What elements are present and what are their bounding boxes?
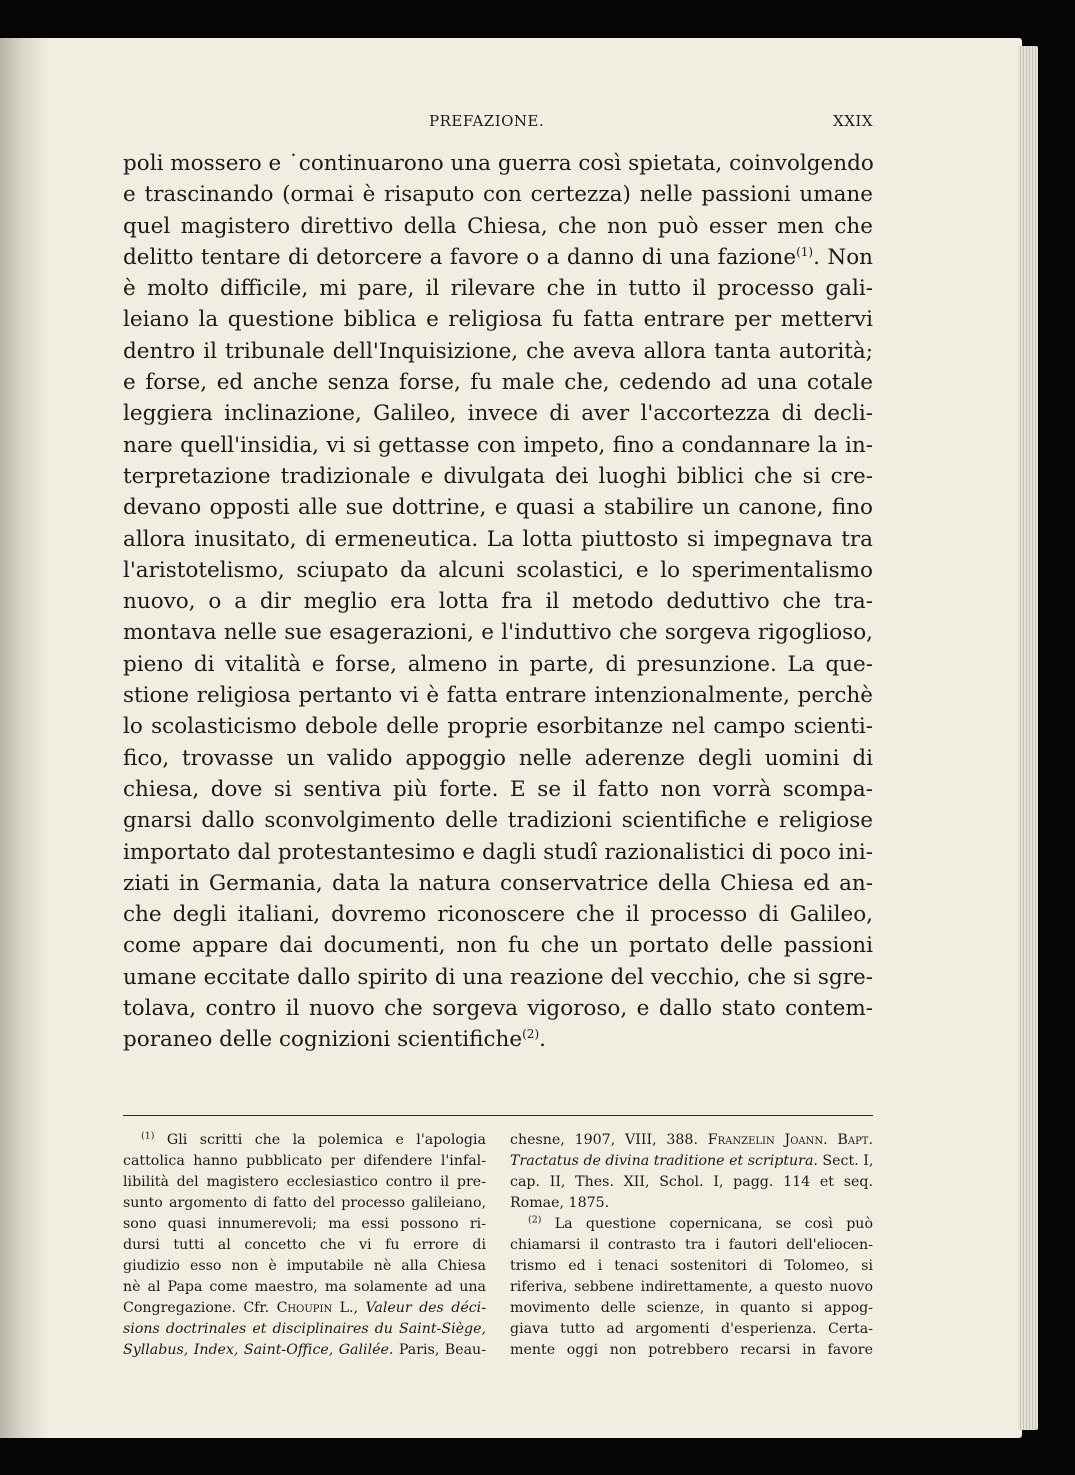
text-line: gnarsi dallo sconvolgimento delle tradizioni scientifiche e religiose [123, 808, 873, 834]
text-line: nare quell'insidia, vi si gettasse con impeto, fino a condannare la in- [123, 432, 873, 458]
text-line: che degli italiani, dovremo riconoscere che il processo di Galileo, [123, 902, 873, 928]
text-line [123, 1024, 873, 1055]
footnote-line: sono quasi innumerevoli; ma essi possono ri- [123, 1216, 486, 1232]
text-line: stione religiosa pertanto vi è fatta entrare intenzionalmente, perchè [123, 683, 873, 709]
text-line: ziati in Germania, data la natura conservatrice della Chiesa ed an- [123, 870, 873, 896]
text-segment: . Non [813, 244, 873, 270]
text-line: e forse, ed anche senza forse, fu male che, cedendo ad una cotale [123, 370, 873, 396]
text-line: come appare dai documenti, non fu che un portato delle passioni [123, 933, 873, 959]
text-line: chiesa, dove si sentiva più forte. E se il fatto non vorrà scompa- [123, 776, 873, 802]
footnote-line [510, 1130, 873, 1151]
footnote-line: cattolica hanno pubblicato per difendere l'infal- [123, 1153, 486, 1169]
text-line: allora inusitato, di ermeneutica. La lotta piuttosto si impegnava tra [123, 526, 873, 552]
footnote-line: giudizio esso non è imputabile nè alla Chiesa [123, 1258, 486, 1274]
text-line: terpretazione tradizionale e divulgata dei luoghi biblici che si cre- [123, 463, 873, 489]
footnote-line: trismo ed i tenaci sostenitori di Tolomeo, si [510, 1258, 873, 1274]
text-line: tolava, contro il nuovo che sorgeva vigoroso, e dallo stato contem- [123, 996, 873, 1022]
text-line: è molto difficile, mi pare, il rilevare che in tutto il processo gali- [123, 276, 873, 302]
text-line: leiano la questione biblica e religiosa fu fatta entrare per mettervi [123, 307, 873, 333]
text-segment: Sect. I, [817, 1153, 874, 1169]
text-line: dentro il tribunale dell'Inquisizione, che aveva allora tanta autorità; [123, 338, 873, 364]
citation-author: Franzelin Joann. Bapt. [707, 1132, 873, 1148]
text-line [123, 242, 873, 273]
footnote-mark-1: (1) [141, 1130, 155, 1142]
text-line: leggiera inclinazione, Galileo, invece di aver l'accortezza di decli- [123, 401, 873, 427]
text-line: lo scolasticismo debole delle proprie esorbitanze nel campo scienti- [123, 714, 873, 740]
text-line: devano opposti alle sue dottrine, e quasi a stabilire un canone, fino [123, 495, 873, 521]
text-segment: delitto tentare di detorcere a favore o a danno di una fazione [123, 244, 797, 270]
footnote-line [123, 1130, 486, 1151]
citation-title: Syllabus, Index, Saint-Office, Galilée. [123, 1342, 394, 1358]
running-head [123, 112, 873, 136]
text-segment: Congregazione. Cfr. [123, 1300, 277, 1316]
footnote-line [510, 1214, 873, 1235]
footnote-ref-1: (1) [796, 244, 814, 259]
footnote-column-left [123, 1130, 486, 1361]
page-edges [1018, 46, 1038, 1430]
footnote-line: Romae, 1875. [510, 1195, 610, 1211]
footnote-column-right [510, 1130, 873, 1361]
main-text [123, 148, 873, 1056]
text-line: pieno di vitalità e forse, almeno in parte, di presunzione. La que- [123, 651, 873, 677]
footnote-line: riferiva, sebbene indirettamente, a questo nuovo [510, 1279, 873, 1295]
text-segment: chesne, 1907, VIII, 388. [510, 1132, 708, 1148]
footnote-rule [123, 1115, 873, 1116]
footnote-line: giava tutto ad argomenti d'esperienza. Certa- [510, 1321, 873, 1337]
footnote-line: chiamarsi il contrasto tra i fautori dell'eliocen- [510, 1237, 873, 1253]
text-segment: La questione copernicana, se così può [554, 1216, 873, 1232]
text-line: fico, trovasse un valido appoggio nelle aderenze degli uomini di [123, 745, 873, 771]
footnote-line: movimento delle scienze, in quanto si appog- [510, 1300, 873, 1316]
footnote-line [123, 1319, 486, 1340]
text-line: importato dal protestantesimo e dagli studî razionalistici di poco ini- [123, 839, 873, 865]
text-line: e trascinando (ormai è risaputo con certezza) nelle passioni umane [123, 182, 873, 208]
footnote-mark-2: (2) [528, 1214, 542, 1226]
footnote-line [123, 1340, 486, 1361]
text-line: nuovo, o a dir meglio era lotta fra il metodo deduttivo che tra- [123, 589, 873, 615]
citation-title: sions doctrinales et disciplinaires du Saint-Siège, [123, 1321, 486, 1337]
text-line: montava nelle sue esagerazioni, e l'induttivo che sorgeva rigoglioso, [123, 620, 873, 646]
text-line: umane eccitate dallo spirito di una reazione del vecchio, che si sgre- [123, 964, 873, 990]
text-segment: Gli scritti che la polemica e l'apologia [166, 1132, 486, 1148]
text-line: poli mossero e ˙continuarono una guerra così spietata, coinvolgendo [123, 151, 874, 176]
citation-title: Valeur des déci- [365, 1300, 486, 1316]
footnote-line: cap. II, Thes. XII, Schol. I, pagg. 114 et seq. [510, 1174, 873, 1190]
text-segment: Paris, Beau- [393, 1342, 486, 1358]
footnote-line: mente oggi non potrebbero recarsi in favore [510, 1342, 873, 1358]
page-number: XXIX [833, 112, 873, 130]
footnote-line: libilità del magistero ecclesiastico contro il pre- [123, 1174, 486, 1190]
footnote-line [123, 1298, 486, 1319]
footnote-line: sunto argomento di fatto del processo galileiano, [123, 1195, 486, 1211]
running-title: PREFAZIONE. [429, 112, 545, 130]
citation-author: Choupin L., [276, 1300, 359, 1316]
text-line: quel magistero direttivo della Chiesa, che non può esser men che [123, 213, 873, 239]
text-line: l'aristotelismo, sciupato da alcuni scolastici, e lo sperimentalismo [123, 557, 873, 583]
text-segment: poraneo delle cognizioni scientifiche [123, 1027, 523, 1053]
footnote-line: nè al Papa come maestro, ma solamente ad una [123, 1279, 486, 1295]
text-segment: . [539, 1027, 546, 1053]
footnote-line: dursi tutti al concetto che vi fu errore di [123, 1237, 486, 1253]
book-page [0, 38, 1022, 1438]
footnote-line [510, 1151, 873, 1172]
citation-title: Tractatus de divina traditione et scriptura. [510, 1153, 818, 1169]
footnote-ref-2: (2) [522, 1027, 540, 1042]
